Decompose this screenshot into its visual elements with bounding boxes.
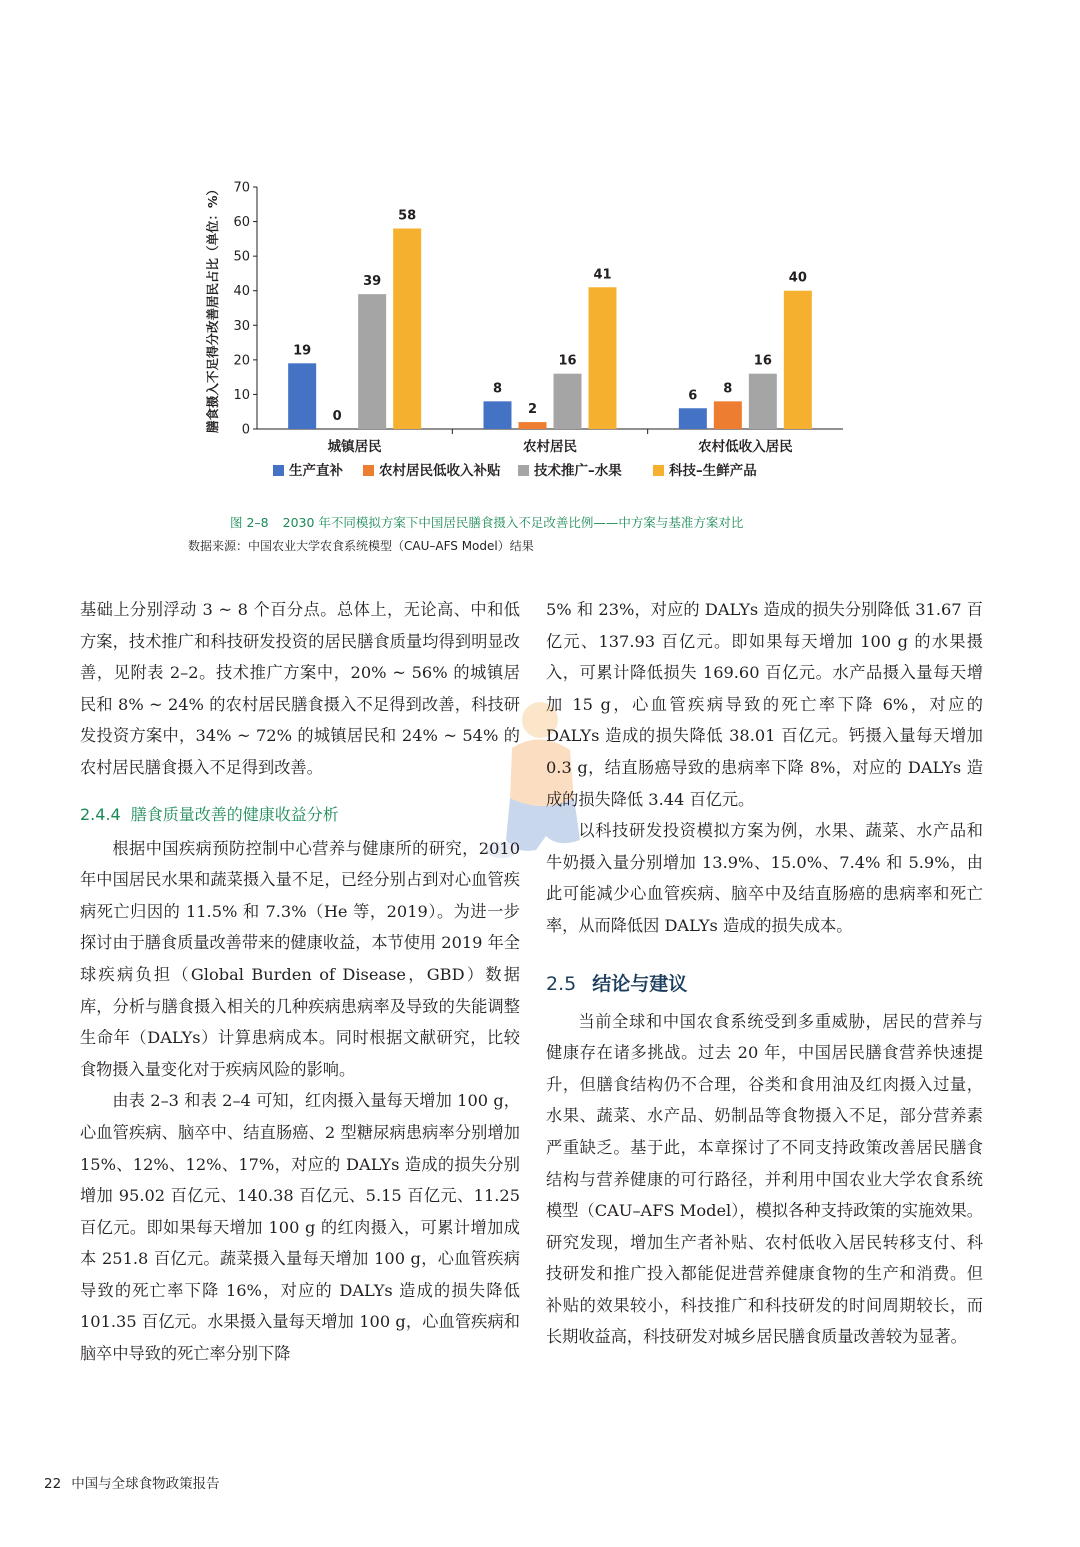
y-tick-label: 20: [233, 353, 250, 369]
paragraph: 当前全球和中国农食系统受到多重威胁，居民的营养与健康存在诸多挑战。过去 20 年，中国居民膳食营养快速提升，但膳食结构仍不合理，谷类和食用油及红肉摄入过量，水果、蔬菜、水产品、奶制品等食物摄入不足，部分营养素严重缺乏。基于此，本章探讨了不同支持政策改善居民膳食结构与营养健康的可行路径，并利用中国农业大学农食系统模型（CAU–AFS Model），模拟各种支持政策的实施效果。研究发现，增加生产者补贴、农村低收入居民转移支付、科技研发和推广投入都能促进营养健康食物的生产和消费。但补贴的效果较小，科技推广和科技研发的时间周期较长，而长期收益高，科技研发对城乡居民膳食质量改善较为显著。: [546, 1011, 983, 1347]
paragraph: 基础上分别浮动 3 ~ 8 个百分点。总体上，无论高、中和低方案，技术推广和科技研发投资的居民膳食质量均得到明显改善，见附表 2–2。技术推广方案中，20% ~ 56% 的城镇居民和 8% ~ 24% 的农村居民膳食摄入不足得到改善，科技研发投资方案中，34% ~ 72% 的城镇居民和 24% ~ 54% 的农村居民膳食摄入不足得到改善。: [80, 600, 520, 777]
bar-value-label: 16: [558, 353, 577, 369]
paragraph: 由表 2–3 和表 2–4 可知，红肉摄入量每天增加 100 g，心血管疾病、脑卒中、结直肠癌、2 型糖尿病患病率分别增加 15%、12%、12%、17%，对应的 DALYs 造成的损失分别增加 95.02 百亿元、140.38 百亿元、5.15 百亿元、11.25 百亿元。即如果每天增加 100 g 的红肉摄入，可累计增加成本 251.8 百亿元。蔬菜摄入量每天增加 100 g，心血管疾病导致的死亡率下降 16%，对应的 DALYs 造成的损失降低 101.35 百亿元。水果摄入量每天增加 100 g，心血管疾病和脑卒中导致的死亡率分别下降: [80, 1091, 520, 1364]
y-tick-label: 40: [233, 284, 250, 300]
bar: [554, 374, 582, 429]
y-tick-label: 70: [233, 180, 250, 196]
section-heading: [546, 966, 983, 1002]
bar: [749, 374, 777, 429]
paragraph: 5% 和 23%，对应的 DALYs 造成的损失分别降低 31.67 百亿元、137.93 百亿元。即如果每天增加 100 g 的水果摄入，可累计降低损失 169.60 百亿元。水产品摄入量每天增加 15 g，心血管疾病导致的死亡率下降 6%，对应的 DALYs 造成的损失降低 38.01 百亿元。钙摄入量每天增加 0.3 g，结直肠癌导致的患病率下降 8%，对应的 DALYs 造成的损失降低 3.44 百亿元。: [546, 600, 983, 809]
bar-value-label: 19: [293, 343, 312, 359]
bar: [589, 287, 617, 429]
bar-value-label: 39: [363, 274, 382, 290]
bar-value-label: 16: [753, 353, 772, 369]
x-tick-label: 农村低收入居民: [698, 439, 793, 455]
figure-chart: [195, 150, 895, 500]
legend-label: 科技–生鲜产品: [669, 463, 757, 479]
y-tick-label: 30: [233, 318, 250, 334]
subsection-number: 2.4.4: [80, 804, 121, 824]
bar: [714, 401, 742, 429]
bar: [784, 291, 812, 429]
bar: [393, 228, 421, 429]
figure-number: 图 2–8: [230, 515, 269, 530]
section-title: 结论与建议: [592, 972, 688, 995]
figure-source: 数据来源：中国农业大学农食系统模型（CAU–AFS Model）结果: [188, 539, 534, 553]
paragraph: 以科技研发投资模拟方案为例，水果、蔬菜、水产品和牛奶摄入量分别增加 13.9%、15.0%、7.4% 和 5.9%，由此可能减少心血管疾病、脑卒中及结直肠癌的患病率和死亡率，从而降低因 DALYs 造成的损失成本。: [546, 821, 983, 935]
legend-label: 技术推广–水果: [534, 463, 622, 479]
report-title: 中国与全球食物政策报告: [71, 1476, 220, 1492]
bar-value-label: 58: [398, 208, 417, 224]
y-tick-label: 60: [233, 215, 250, 231]
figure-caption: [230, 513, 930, 531]
x-tick-label: 城镇居民: [327, 439, 382, 455]
bar-value-label: 8: [723, 381, 733, 397]
bar: [519, 422, 547, 429]
bar-chart: [195, 150, 895, 500]
bar: [358, 294, 386, 429]
bar-value-label: 41: [593, 267, 612, 283]
subsection-title: 膳食质量改善的健康收益分析: [130, 804, 339, 824]
bar: [288, 363, 316, 429]
y-tick-label: 0: [241, 422, 250, 438]
subsection-heading: [80, 801, 520, 829]
y-tick-label: 50: [233, 249, 250, 265]
bar-value-label: 0: [332, 409, 342, 424]
legend-swatch: [363, 465, 374, 476]
right-column: [546, 594, 983, 1353]
bar: [484, 401, 512, 429]
legend-swatch: [518, 465, 529, 476]
bar-value-label: 8: [492, 381, 503, 397]
y-axis-title: 膳食摄入不足得分改善居民占比（单位：%）: [205, 182, 220, 434]
legend-swatch: [273, 465, 284, 476]
figure-title: 2030 年不同模拟方案下中国居民膳食摄入不足改善比例——中方案与基准方案对比: [282, 515, 744, 530]
legend-label: 生产直补: [289, 463, 343, 479]
bar-value-label: 40: [788, 270, 807, 286]
page-footer: [44, 1472, 220, 1492]
x-tick-label: 农村居民: [523, 439, 577, 455]
left-column: [80, 594, 520, 1370]
paragraph: 根据中国疾病预防控制中心营养与健康所的研究，2010 年中国居民水果和蔬菜摄入量不足，已经分别占到对心血管疾病死亡归因的 11.5% 和 7.3%（He 等，2019）。为进一步探讨由于膳食质量改善带来的健康收益，本节使用 2019 年全球疾病负担（Global Burden of Disease，GBD）数据库，分析与膳食摄入相关的几种疾病患病率及导致的失能调整生命年（DALYs）计算患病成本。同时根据文献研究，比较食物摄入量变化对于疾病风险的影响。: [80, 838, 520, 1079]
bar-value-label: 2: [527, 402, 538, 418]
section-number: 2.5: [546, 972, 577, 995]
bar-value-label: 6: [688, 388, 698, 404]
bar: [679, 408, 707, 429]
legend-label: 农村居民低收入补贴: [379, 463, 501, 479]
y-tick-label: 10: [233, 387, 250, 403]
legend-swatch: [653, 465, 664, 476]
page-number: 22: [44, 1476, 62, 1492]
